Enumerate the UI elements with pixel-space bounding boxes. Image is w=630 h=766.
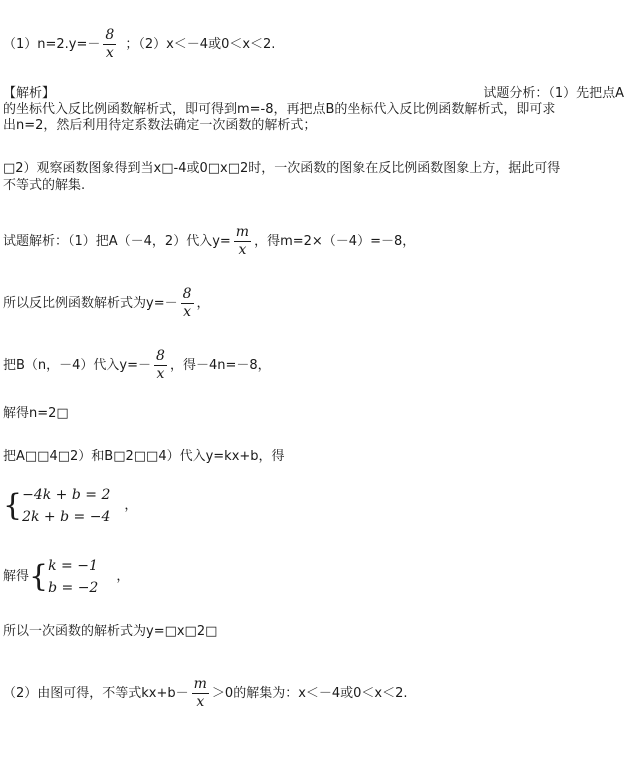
equation-1: −4k + b = 2 bbox=[22, 487, 111, 503]
analysis-line-1: 的坐标代入反比例函数解析式，即可得到m=-8，再把点B的坐标代入反比例函数解析式，即可求 bbox=[3, 102, 556, 117]
step-text: （2）由图可得，不等式kx+b－ bbox=[3, 686, 189, 701]
step-text: ，得m=2×（－4）=－8， bbox=[254, 234, 416, 249]
fraction-numerator: m bbox=[193, 676, 207, 692]
fraction-denominator: x bbox=[183, 304, 191, 320]
system-tail: ， bbox=[124, 498, 138, 513]
equation-system bbox=[3, 484, 137, 528]
step-fraction bbox=[154, 348, 167, 383]
solved-tail: ， bbox=[116, 569, 130, 584]
solution-step-8: 所以一次函数的解析式为y=□x□2□ bbox=[3, 624, 218, 639]
answer-line bbox=[3, 27, 275, 62]
solution-step-3 bbox=[3, 348, 271, 383]
answer-part2: ；（2）x＜－4或0＜x＜2. bbox=[125, 37, 276, 52]
system-lines bbox=[22, 484, 110, 528]
step-text: ，得－4n=－8， bbox=[169, 358, 271, 373]
answer-fraction bbox=[103, 27, 116, 62]
solution-step-4: 解得n=2□ bbox=[3, 406, 69, 421]
solution-b: b = −2 bbox=[48, 580, 99, 596]
left-brace: { bbox=[3, 488, 23, 523]
step-text: 把B（n，－4）代入y=－ bbox=[3, 358, 152, 373]
solved-label: 解得 bbox=[3, 569, 30, 584]
analysis-line-2: 出n=2，然后利用待定系数法确定一次函数的解析式； bbox=[3, 118, 317, 133]
fraction-denominator: x bbox=[156, 366, 165, 382]
analysis-title: 【解析】 bbox=[3, 86, 56, 101]
step-text: ＞0的解集为：x＜－4或0＜x＜2. bbox=[211, 686, 408, 701]
analysis-line-4: 不等式的解集. bbox=[3, 178, 86, 193]
left-brace: { bbox=[29, 559, 49, 594]
fraction-denominator: x bbox=[105, 45, 114, 61]
step-fraction bbox=[192, 676, 209, 711]
fraction-denominator: x bbox=[196, 694, 205, 710]
step-text: 所以反比例函数解析式为y=－ bbox=[3, 296, 178, 311]
fraction-numerator: m bbox=[235, 224, 250, 240]
solved-system bbox=[3, 555, 129, 599]
solved-lines bbox=[48, 555, 98, 599]
solution-k: k = −1 bbox=[48, 558, 98, 574]
fraction-numerator: 8 bbox=[105, 27, 115, 43]
fraction-denominator: x bbox=[238, 242, 247, 258]
solution-step-5: 把A□□4□2）和B□2□□4）代入y=kx+b，得 bbox=[3, 449, 285, 464]
solution-step-1 bbox=[3, 224, 415, 259]
step-fraction bbox=[234, 224, 251, 259]
analysis-line-0: 试题分析：（1）先把点A bbox=[483, 86, 624, 101]
fraction-numerator: 8 bbox=[182, 286, 192, 302]
answer-part1-label: （1）n=2.y=－ bbox=[3, 37, 101, 52]
analysis-line-3: □2）观察函数图象得到当x□-4或0□x□2时，一次函数的图象在反比例函数图象上方，据此可得 bbox=[3, 161, 561, 176]
step-text: ， bbox=[196, 296, 210, 311]
step-text: 试题解析：（1）把A（－4，2）代入y= bbox=[3, 234, 231, 249]
step-fraction bbox=[181, 286, 194, 321]
equation-2: 2k + b = −4 bbox=[22, 509, 111, 525]
fraction-numerator: 8 bbox=[156, 348, 165, 364]
solution-step-9 bbox=[3, 676, 408, 711]
solution-step-2 bbox=[3, 286, 210, 321]
